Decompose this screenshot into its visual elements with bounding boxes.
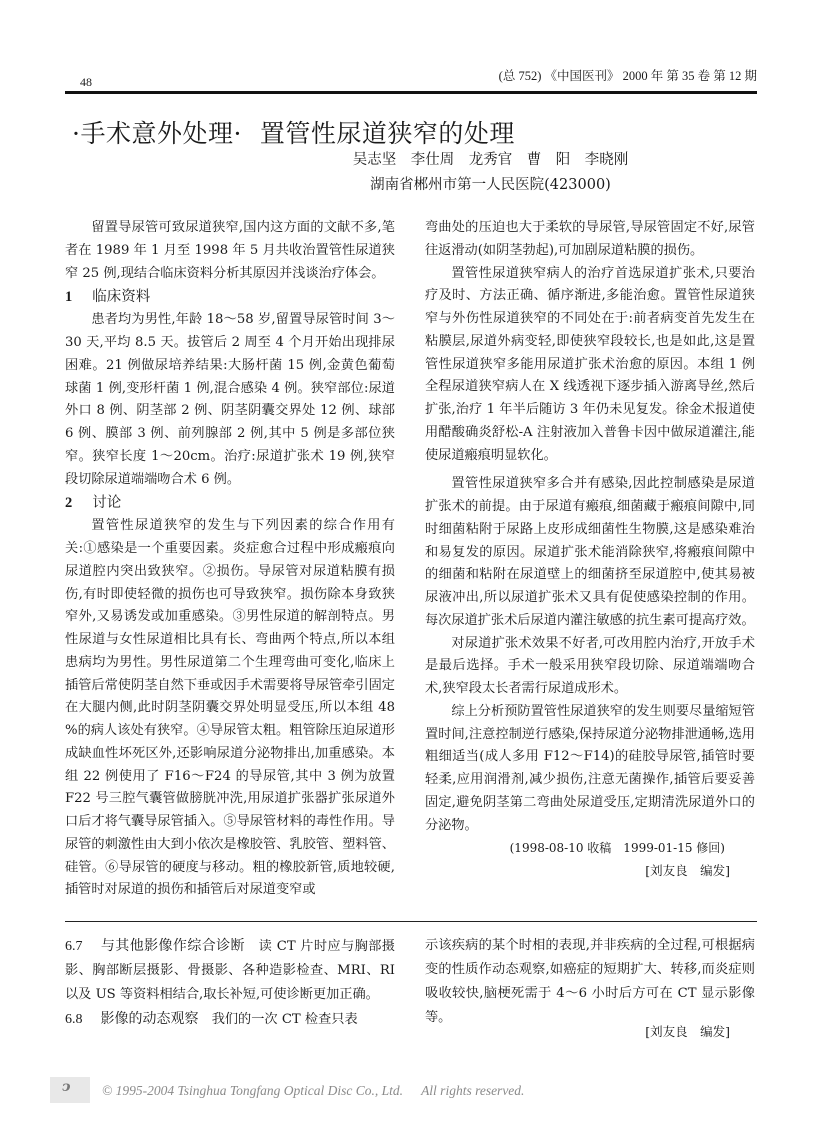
subsection-title: 与其他影像作综合诊断 — [100, 938, 245, 954]
section-heading-2 — [65, 491, 395, 515]
intro-paragraph: 留置导尿管可致尿道狭窄,国内这方面的文献不多,笔者在 1989 年 1 月至 1998 年 5 月共收治置管性尿道狭窄 25 例,现结合临床资料分析其原因并浅谈治疗体会。 — [65, 220, 395, 281]
paragraph-continuation: 示该疾病的某个时相的表现,并非疾病的全过程,可根据病变的性质作动态观察,如癌症的短期扩大、转移,而炎症则吸收较快,脑梗死需于 4～6 小时后方可在 CT 显示影像等。 — [425, 938, 755, 1025]
authors: 吴志坚 李仕周 龙秀官 曹 阳 李晓刚 — [352, 152, 629, 168]
continuation-left-column — [65, 934, 395, 1032]
page-number: 48 — [80, 75, 92, 89]
article-title-block — [72, 114, 515, 150]
left-column — [65, 217, 395, 902]
affiliation: 湖南省郴州市第一人民医院(423000) — [370, 177, 611, 193]
section-heading-1 — [65, 285, 395, 309]
subsection-heading — [65, 1011, 199, 1027]
subsection-number: 6.7 — [65, 939, 83, 954]
section-title: 临床资料 — [92, 289, 151, 306]
paragraph: 置管性尿道狭窄多合并有感染,因此控制感染是尿道扩张术的前提。由于尿道有瘢痕,细菌藏于瘢痕间隙中,同时细菌粘附于尿路上皮形成细菌性生物膜,这是感染难治和易复发的原因。尿道扩张术能消除狭窄,将瘢痕间隙中的细菌和粘附在尿道壁上的细菌挤至尿道腔中,使其易被尿液冲出,所以尿道扩张术又具有促使感染控制的作用。每次尿道扩张术后尿道内灌注敏感的抗生素可提高疗效。 — [425, 476, 755, 628]
header-rule — [65, 91, 757, 94]
section-divider — [65, 921, 757, 922]
paragraph-text: 我们的一次 CT 检查只表 — [211, 1012, 358, 1027]
section-number: 2 — [65, 495, 73, 512]
continuation-right-column — [425, 934, 755, 1039]
copyright-footer — [102, 1083, 524, 1099]
paragraph: 置管性尿道狭窄的发生与下列因素的综合作用有关:①感染是一个重要因素。炎症愈合过程中形成瘢痕向尿道腔内突出致狭窄。②损伤。导尿管对尿道粘膜有损伤,有时即使轻微的损伤也可导致狭窄。损伤除本身致狭窄外,又易诱发或加重感染。③男性尿道的解剖特点。男性尿道与女性尿道相比具有长、弯曲两个特点,所以本组患病均为男性。男性尿道第二个生理弯曲可变化,临床上插管后常使阴茎自然下垂或因手术需要将导尿管牵引固定在大腿内侧,此时阴茎阴囊交界处明显受压,所以本组 48 %的病人该处有狭窄。④导尿管太粗。粗管除压迫尿道形成缺血性坏死区外,还影响尿道分泌物排出,加重感染。本组 22 例使用了 F16～F24 的导尿管,其中 3 例为放置 F22 号三腔气囊管做膀胱冲洗,用尿道扩张器扩张尿道外口后才将气囊导尿管插入。⑤导尿管材料的毒性作用。导尿管的刺激性由大到小依次是橡胶管、乳胶管、塑料管、硅管。⑥导尿管的硬度与移动。粗的橡胶新管,质地较硬,插管时对尿道的损伤和插管后对尿道变窄或 — [65, 518, 395, 898]
editor-credit: [刘友良 编发] — [645, 863, 730, 878]
column-tag: ·手术意外处理· — [72, 119, 242, 148]
subsection-number: 6.8 — [65, 1012, 83, 1027]
paragraph: 弯曲处的压迫也大于柔软的导尿管,导尿管固定不好,尿管往返滑动(如阴茎勃起),可加剧尿道粘膜的损伤。 — [425, 220, 755, 258]
paragraph: 患者均为男性,年龄 18～58 岁,留置导尿管时间 3～30 天,平均 8.5 天。拔管后 2 周至 4 个月开始出现排尿困难。21 例做尿培养结果:大肠杆菌 15 例,金黄色葡萄球菌 1 例,变形杆菌 1 例,混合感染 4 例。狭窄部位:尿道外口 8 例、阴茎部 2 例、阴茎阴囊交界处 12 例、球部 6 例、膜部 3 例、前列腺部 2 例,其中 5 例是多部位狭窄。狭窄长度 1～20cm。治疗:尿道扩张术 19 例,狭窄段切除尿道端端吻合术 6 例。 — [65, 312, 395, 487]
paragraph — [65, 934, 395, 1007]
paragraph-text: 读 CT 片时应与胸部摄影、胸部断层摄影、骨摄影、各种造影检查、MRI、RI 以及 US 等资料相结合,取长补短,可使诊断更加正确。 — [65, 939, 395, 1002]
paragraph: 置管性尿道狭窄病人的治疗首选尿道扩张术,只要治疗及时、方法正确、循序渐进,多能治愈。置管性尿道狭窄与外伤性尿道狭窄的不同处在于:前者病变首先发生在粘膜层,尿道外病变轻,即使狭窄段较长,也是如此,这是置管性尿道狭窄多能用尿道扩张术治愈的原因。本组 1 例全程尿道狭窄病人在 X 线透视下逐步插入游离导丝,然后扩张,治疗 1 年半后随访 3 年仍未见复发。徐金术报道使用醋酸确炎舒松-A 注射液加入普鲁卡因中做尿道灌注,能使尿道瘢痕明显软化。 — [425, 265, 755, 463]
received-dates: (1998-08-10 收稿 1999-01-15 修回) — [509, 841, 725, 856]
section-number: 1 — [65, 289, 73, 306]
paragraph: 对尿道扩张术效果不好者,可改用腔内治疗,开放手术是最后选择。手术一般采用狭窄段切除、尿道端端吻合术,狭窄段太长者需行尿道成形术。 — [425, 635, 755, 696]
subsection-heading — [65, 938, 245, 954]
editor-credit: [刘友良 编发] — [645, 1024, 730, 1039]
right-column — [425, 217, 755, 883]
running-head: (总 752) 《中国医刊》 2000 年 第 35 卷 第 12 期 — [498, 69, 757, 83]
cnki-logo-icon: ↄ — [50, 1077, 90, 1103]
paragraph — [65, 1007, 395, 1032]
article-title: 置管性尿道狭窄的处理 — [259, 119, 515, 148]
section-title: 讨论 — [92, 495, 122, 512]
paragraph: 综上分析预防置管性尿道狭窄的发生则要尽量缩短管置时间,注意控制逆行感染,保持尿道分泌物排泄通畅,选用粗细适当(成人多用 F12～F14)的硅胶导尿管,插管时要轻柔,应用润滑剂,减少损伤,注意无菌操作,插管后要妥善固定,避免阴茎第二弯曲处尿道受压,定期清洗尿道外口的分泌物。 — [425, 703, 755, 833]
copyright-text: © 1995-2004 Tsinghua Tongfang Optical Disc Co., Ltd. — [102, 1083, 404, 1098]
rights-text: All rights reserved. — [421, 1083, 525, 1098]
subsection-title: 影像的动态观察 — [100, 1011, 199, 1027]
